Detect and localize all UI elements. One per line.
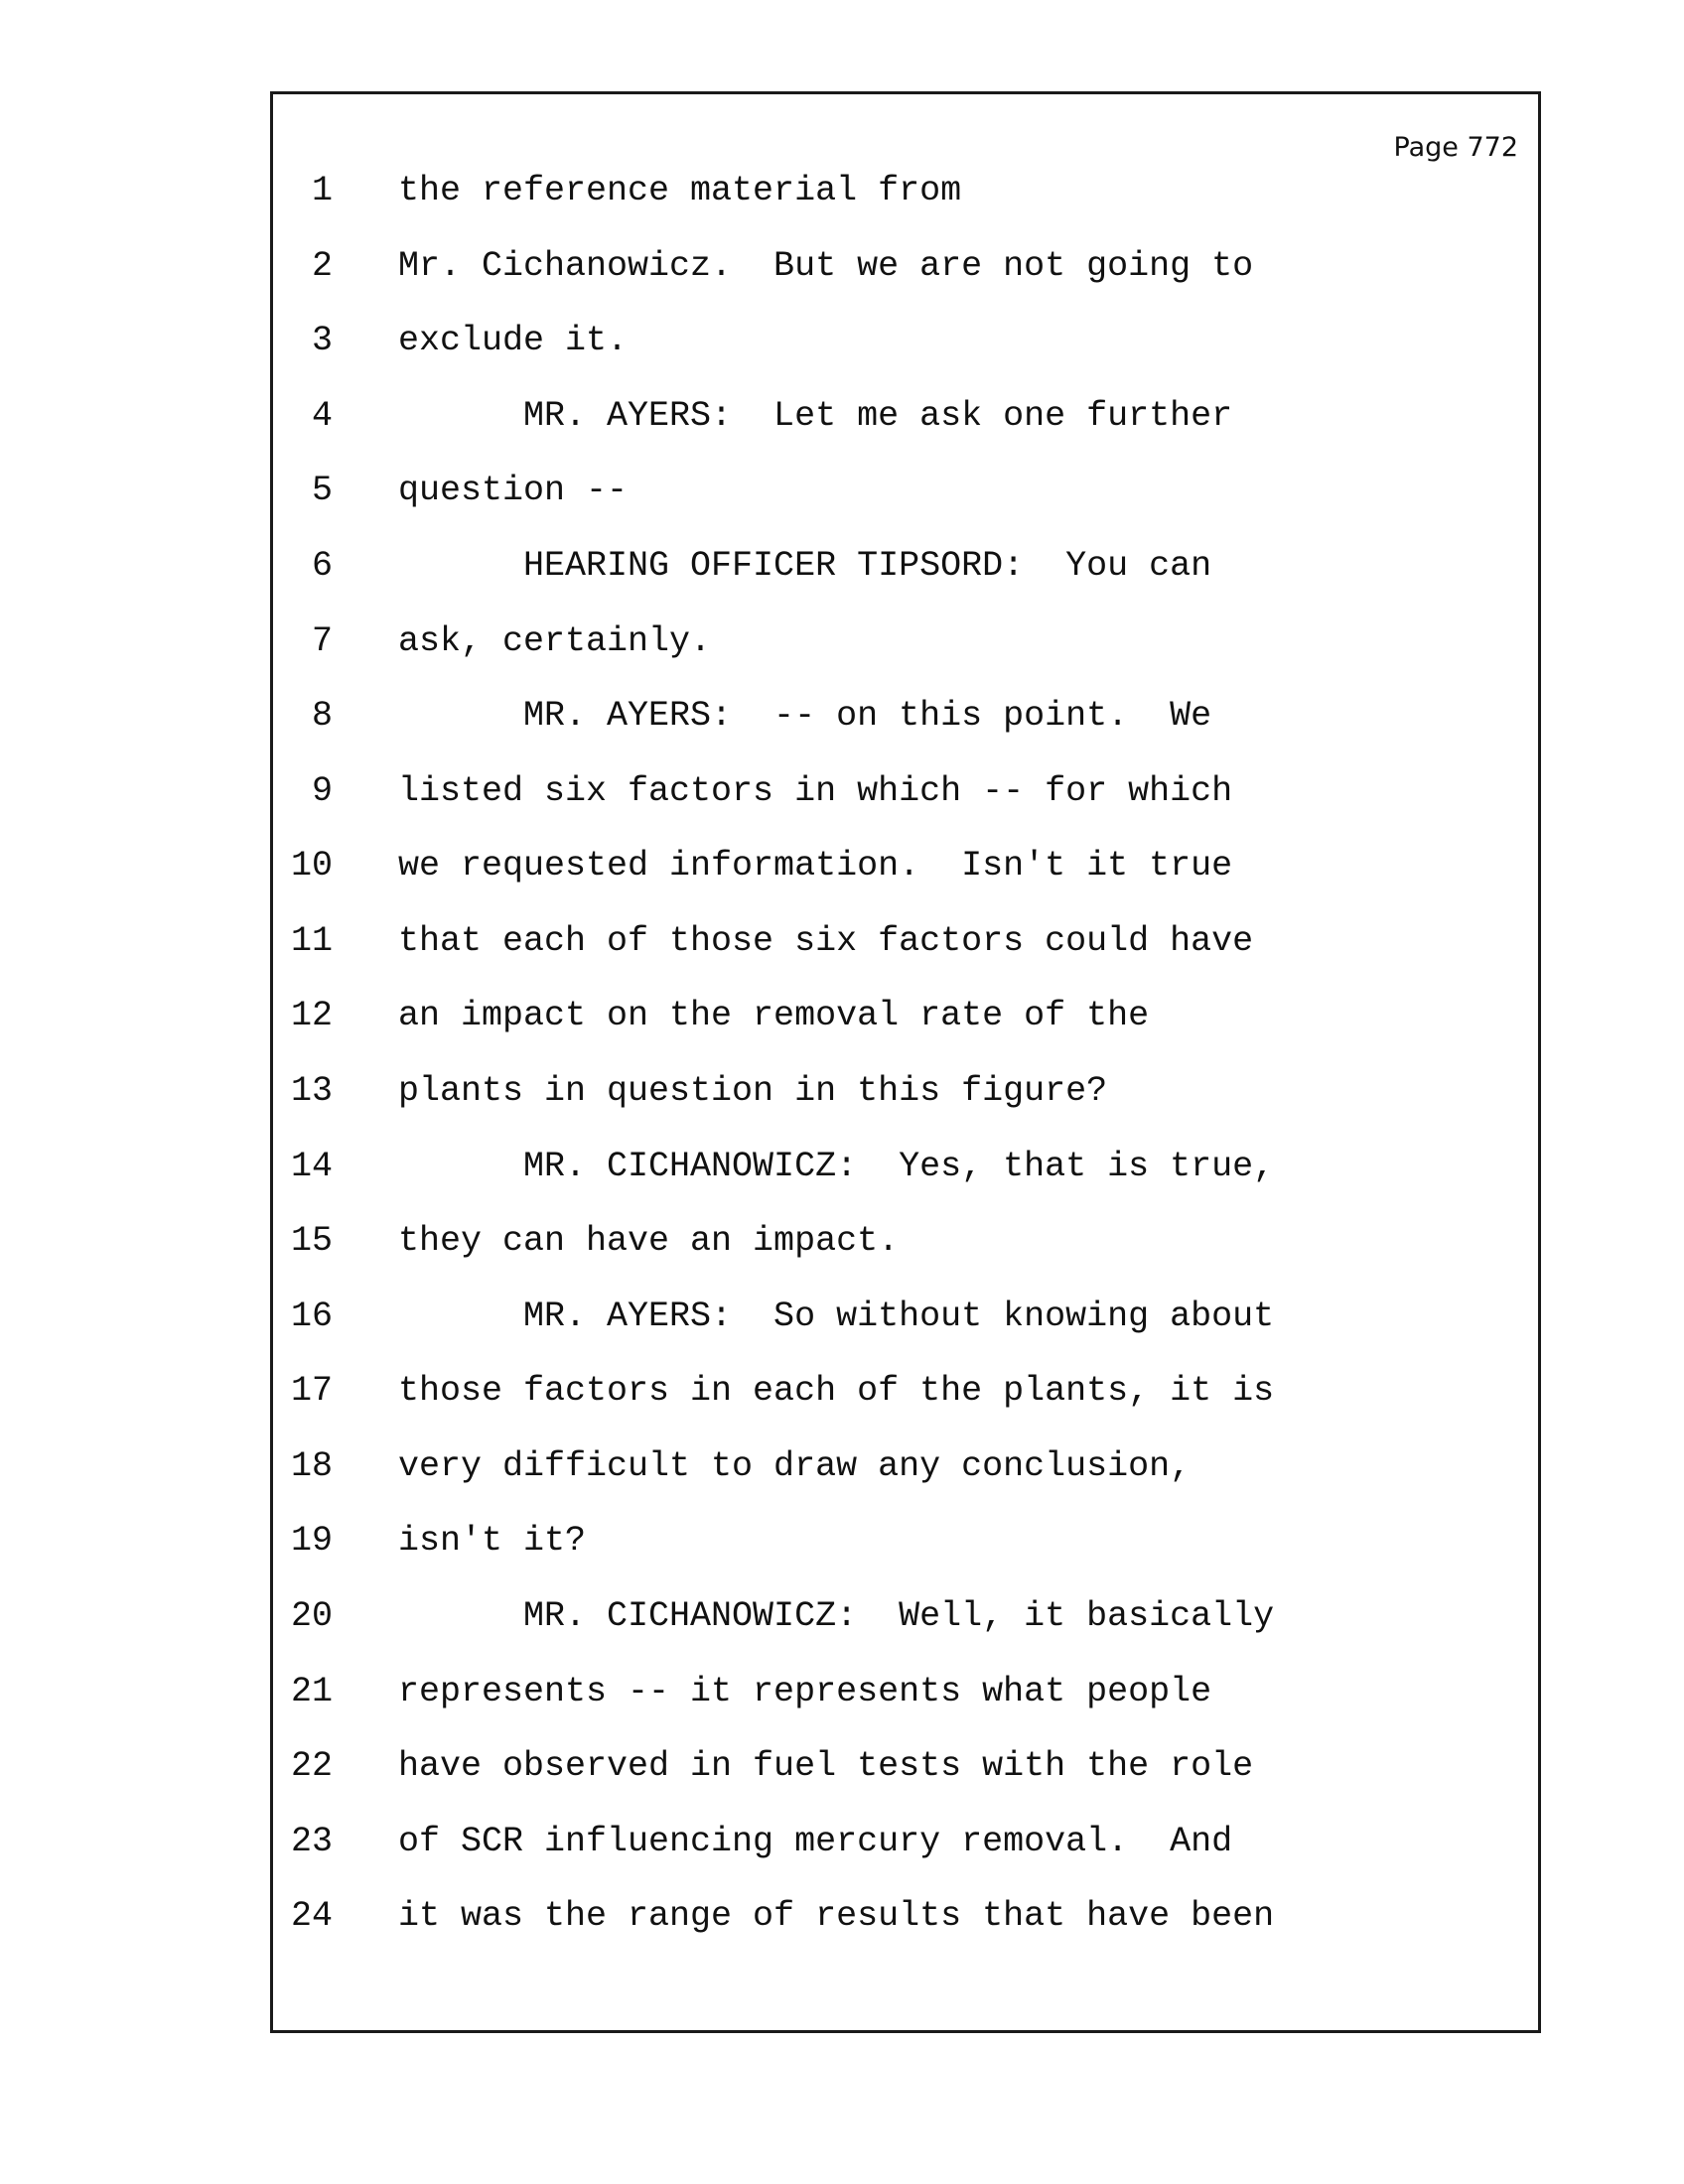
line-text: plants in question in this figure? <box>398 1071 1108 1111</box>
line-text: MR. AYERS: So without knowing about <box>398 1297 1275 1336</box>
transcript-line <box>273 916 1538 966</box>
transcript-line <box>273 1292 1538 1341</box>
transcript-line <box>273 1516 1538 1566</box>
line-text: the reference material from <box>398 171 962 210</box>
line-number: 18 <box>290 1446 333 1486</box>
transcript-line <box>273 841 1538 890</box>
line-number: 20 <box>290 1596 333 1636</box>
transcript-line <box>273 691 1538 741</box>
line-number: 16 <box>290 1297 333 1336</box>
line-text: HEARING OFFICER TIPSORD: You can <box>398 546 1212 586</box>
line-text: those factors in each of the plants, it is <box>398 1371 1275 1411</box>
transcript-line <box>273 1066 1538 1116</box>
line-number: 9 <box>311 771 333 811</box>
line-text: question -- <box>398 471 629 510</box>
line-number: 23 <box>290 1822 333 1861</box>
transcript-line <box>273 766 1538 816</box>
line-number: 14 <box>290 1147 333 1186</box>
line-number: 17 <box>290 1371 333 1411</box>
transcript-line <box>273 616 1538 666</box>
transcript-line <box>273 241 1538 291</box>
transcript-line <box>273 1366 1538 1416</box>
line-number: 1 <box>311 171 333 210</box>
line-text: MR. CICHANOWICZ: Yes, that is true, <box>398 1147 1275 1186</box>
line-text: they can have an impact. <box>398 1221 900 1261</box>
line-number: 13 <box>290 1071 333 1111</box>
transcript-line <box>273 1591 1538 1641</box>
line-text: we requested information. Isn't it true <box>398 846 1233 886</box>
transcript-line <box>273 541 1538 591</box>
line-text: MR. AYERS: Let me ask one further <box>398 396 1233 436</box>
transcript-line <box>273 1441 1538 1491</box>
line-text: MR. AYERS: -- on this point. We <box>398 696 1212 736</box>
line-text: isn't it? <box>398 1521 587 1561</box>
line-number: 12 <box>290 996 333 1035</box>
transcript-line <box>273 991 1538 1040</box>
transcript-line <box>273 391 1538 441</box>
line-text: an impact on the removal rate of the <box>398 996 1150 1035</box>
line-text: have observed in fuel tests with the role <box>398 1746 1254 1786</box>
transcript-line <box>273 1667 1538 1716</box>
line-text: listed six factors in which -- for which <box>398 771 1233 811</box>
line-number: 11 <box>290 921 333 961</box>
line-number: 7 <box>311 621 333 661</box>
line-number: 19 <box>290 1521 333 1561</box>
line-text: that each of those six factors could have <box>398 921 1254 961</box>
transcript-line <box>273 1891 1538 1941</box>
line-text: represents -- it represents what people <box>398 1672 1212 1711</box>
line-number: 22 <box>290 1746 333 1786</box>
line-number: 4 <box>311 396 333 436</box>
line-text: exclude it. <box>398 321 629 360</box>
line-number: 21 <box>290 1672 333 1711</box>
transcript-line <box>273 1741 1538 1791</box>
line-text: Mr. Cichanowicz. But we are not going to <box>398 246 1254 286</box>
line-text: ask, certainly. <box>398 621 712 661</box>
line-number: 15 <box>290 1221 333 1261</box>
line-text: MR. CICHANOWICZ: Well, it basically <box>398 1596 1275 1636</box>
line-number: 6 <box>311 546 333 586</box>
transcript-line <box>273 466 1538 515</box>
transcript-line <box>273 1817 1538 1866</box>
line-number: 8 <box>311 696 333 736</box>
transcript-line <box>273 166 1538 215</box>
page-number: Page 772 <box>1393 132 1518 163</box>
line-text: of SCR influencing mercury removal. And <box>398 1822 1233 1861</box>
line-number: 3 <box>311 321 333 360</box>
line-number: 2 <box>311 246 333 286</box>
line-number: 10 <box>290 846 333 886</box>
transcript-line <box>273 316 1538 365</box>
line-number: 24 <box>290 1896 333 1936</box>
line-text: very difficult to draw any conclusion, <box>398 1446 1192 1486</box>
line-number: 5 <box>311 471 333 510</box>
transcript-line <box>273 1142 1538 1191</box>
line-text: it was the range of results that have been <box>398 1896 1275 1936</box>
transcript-line <box>273 1216 1538 1266</box>
transcript-page-frame <box>270 91 1541 2033</box>
